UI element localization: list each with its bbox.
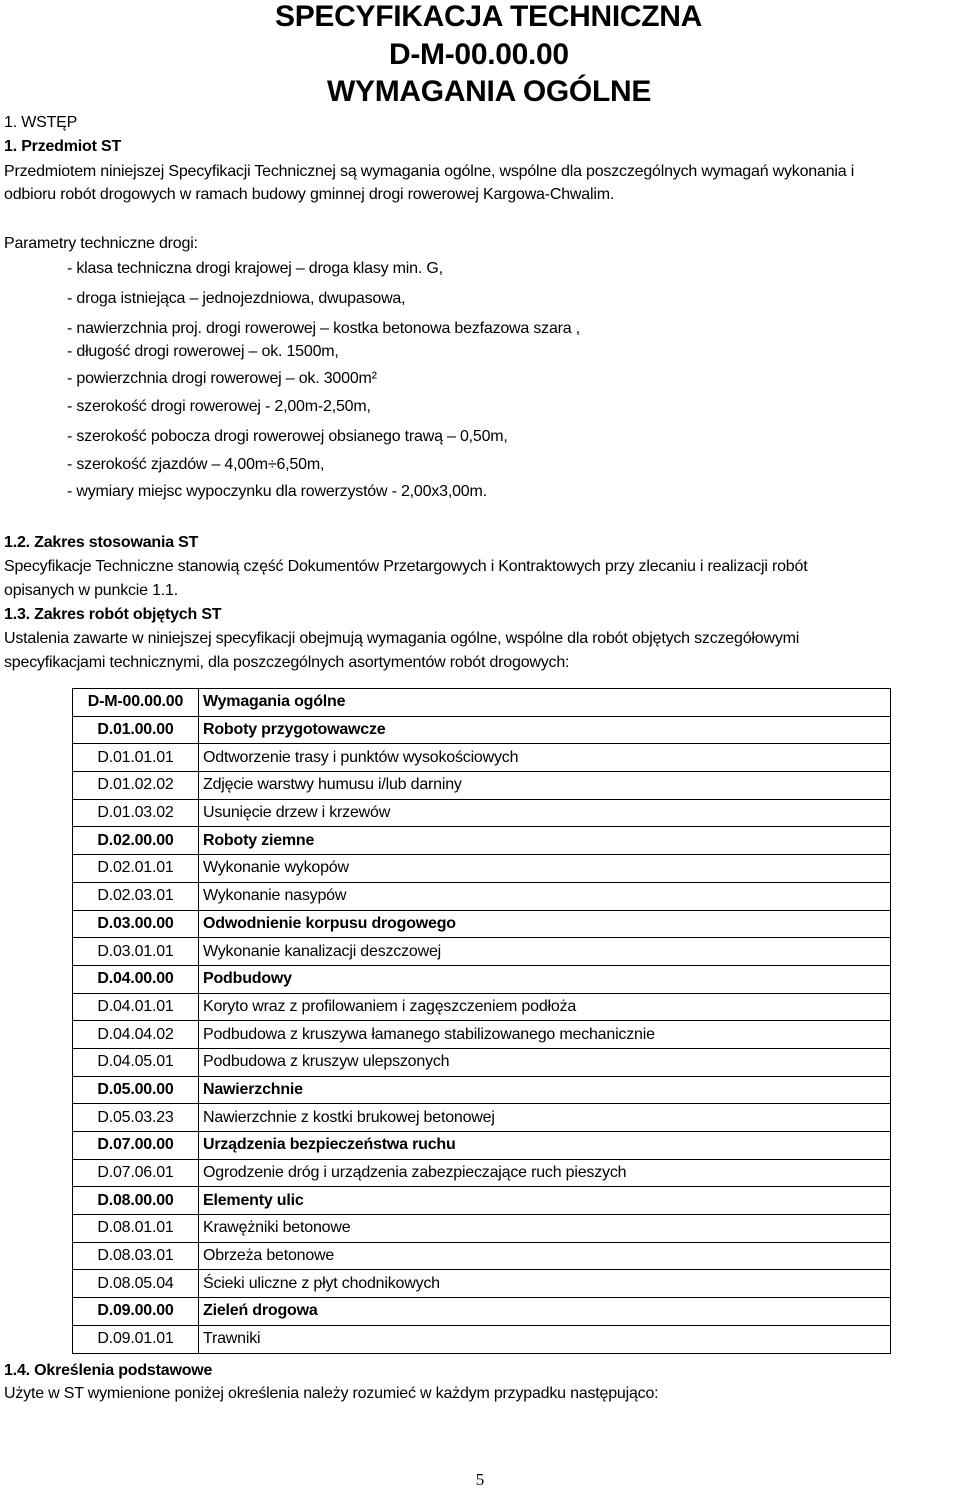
paragraph-line: specyfikacjami technicznymi, dla poszczególnych asortymentów robót drogowych: bbox=[4, 654, 570, 671]
spec-code-cell: D.07.00.00 bbox=[73, 1132, 199, 1160]
spec-code-cell: D.04.04.02 bbox=[73, 1021, 199, 1049]
table-row bbox=[73, 1325, 891, 1353]
spec-code-cell: D.02.01.01 bbox=[73, 855, 199, 883]
page-number: 5 bbox=[475, 1470, 485, 1489]
table-row bbox=[73, 1242, 891, 1270]
table-row bbox=[73, 799, 891, 827]
spec-code-cell: D.05.00.00 bbox=[73, 1076, 199, 1104]
spec-name-cell: Nawierzchnie z kostki brukowej betonowej bbox=[199, 1104, 891, 1132]
spec-code-cell: D.08.01.01 bbox=[73, 1215, 199, 1243]
spec-code-cell: D.09.00.00 bbox=[73, 1298, 199, 1326]
spec-name-cell: Zieleń drogowa bbox=[199, 1298, 891, 1326]
spec-code-cell: D.05.03.23 bbox=[73, 1104, 199, 1132]
param-item: - szerokość drogi rowerowej - 2,00m-2,50m, bbox=[67, 398, 371, 415]
paragraph-line: opisanych w punkcie 1.1. bbox=[4, 582, 178, 599]
spec-name-cell: Roboty ziemne bbox=[199, 827, 891, 855]
table-row bbox=[73, 910, 891, 938]
param-item: - droga istniejąca – jednojezdniowa, dwupasowa, bbox=[67, 290, 406, 307]
table-row bbox=[73, 689, 891, 717]
spec-code-cell: D.07.06.01 bbox=[73, 1159, 199, 1187]
spec-code: D-M-00.00.00 bbox=[389, 38, 569, 71]
section-heading-zakres-robot: 1.3. Zakres robót objętych ST bbox=[4, 606, 222, 623]
table-row bbox=[73, 1187, 891, 1215]
table-row bbox=[73, 716, 891, 744]
table-row bbox=[73, 1104, 891, 1132]
section-heading-przedmiot: 1. Przedmiot ST bbox=[4, 138, 122, 155]
spec-name-cell: Obrzeża betonowe bbox=[199, 1242, 891, 1270]
spec-name-cell: Nawierzchnie bbox=[199, 1076, 891, 1104]
spec-name-cell: Elementy ulic bbox=[199, 1187, 891, 1215]
spec-name-cell: Zdjęcie warstwy humusu i/lub darniny bbox=[199, 772, 891, 800]
spec-code-cell: D.03.01.01 bbox=[73, 938, 199, 966]
spec-name-cell: Wymagania ogólne bbox=[199, 689, 891, 717]
param-item: - szerokość pobocza drogi rowerowej obsianego trawą – 0,50m, bbox=[67, 428, 508, 445]
table-row bbox=[73, 1048, 891, 1076]
table-row bbox=[73, 1159, 891, 1187]
table-row bbox=[73, 882, 891, 910]
table-row bbox=[73, 744, 891, 772]
spec-code-cell: D.02.00.00 bbox=[73, 827, 199, 855]
spec-name-cell: Usunięcie drzew i krzewów bbox=[199, 799, 891, 827]
spec-code-cell: D.02.03.01 bbox=[73, 882, 199, 910]
spec-name-cell: Wykonanie nasypów bbox=[199, 882, 891, 910]
spec-name-cell: Koryto wraz z profilowaniem i zagęszczeniem podłoża bbox=[199, 993, 891, 1021]
spec-name-cell: Wykonanie kanalizacji deszczowej bbox=[199, 938, 891, 966]
param-item: - wymiary miejsc wypoczynku dla rowerzystów - 2,00x3,00m. bbox=[67, 483, 487, 500]
spec-code-cell: D.04.05.01 bbox=[73, 1048, 199, 1076]
param-item: - nawierzchnia proj. drogi rowerowej – kostka betonowa bezfazowa szara , bbox=[67, 320, 580, 337]
spec-code-cell: D.01.03.02 bbox=[73, 799, 199, 827]
param-item: - długość drogi rowerowej – ok. 1500m, bbox=[67, 343, 339, 360]
table-row bbox=[73, 1132, 891, 1160]
spec-name-cell: Krawężniki betonowe bbox=[199, 1215, 891, 1243]
table-row bbox=[73, 1076, 891, 1104]
spec-code-cell: D.04.00.00 bbox=[73, 965, 199, 993]
spec-code-cell: D.03.00.00 bbox=[73, 910, 199, 938]
param-item: - szerokość zjazdów – 4,00m÷6,50m, bbox=[67, 456, 325, 473]
spec-table bbox=[72, 688, 891, 1354]
section-heading-wstep: 1. WSTĘP bbox=[4, 114, 78, 131]
spec-title: SPECYFIKACJA TECHNICZNA bbox=[275, 0, 703, 33]
spec-code-cell: D-M-00.00.00 bbox=[73, 689, 199, 717]
paragraph-line: Specyfikacje Techniczne stanowią część Dokumentów Przetargowych i Kontraktowych przy zlecaniu i realizacji robót bbox=[4, 558, 808, 575]
spec-name-cell: Wykonanie wykopów bbox=[199, 855, 891, 883]
table-row bbox=[73, 1298, 891, 1326]
section-heading-okreslenia: 1.4. Określenia podstawowe bbox=[4, 1362, 213, 1379]
paragraph-line: Użyte w ST wymienione poniżej określenia należy rozumieć w każdym przypadku następująco: bbox=[4, 1385, 659, 1402]
paragraph-line: odbioru robót drogowych w ramach budowy gminnej drogi rowerowej Kargowa-Chwalim. bbox=[4, 186, 615, 203]
spec-name-cell: Podbudowa z kruszyw ulepszonych bbox=[199, 1048, 891, 1076]
spec-name-cell: Podbudowy bbox=[199, 965, 891, 993]
spec-name-cell: Podbudowa z kruszywa łamanego stabilizowanego mechanicznie bbox=[199, 1021, 891, 1049]
spec-name-cell: Ścieki uliczne z płyt chodnikowych bbox=[199, 1270, 891, 1298]
table-row bbox=[73, 1215, 891, 1243]
spec-name-cell: Roboty przygotowawcze bbox=[199, 716, 891, 744]
table-row bbox=[73, 855, 891, 883]
spec-code-cell: D.04.01.01 bbox=[73, 993, 199, 1021]
spec-code-cell: D.08.05.04 bbox=[73, 1270, 199, 1298]
params-heading: Parametry techniczne drogi: bbox=[4, 235, 198, 252]
spec-code-cell: D.09.01.01 bbox=[73, 1325, 199, 1353]
spec-subtitle: WYMAGANIA OGÓLNE bbox=[327, 75, 652, 108]
paragraph-line: Ustalenia zawarte w niniejszej specyfikacji obejmują wymagania ogólne, wspólne dla robót objętych szczegółowymi bbox=[4, 630, 800, 647]
table-row bbox=[73, 827, 891, 855]
table-row bbox=[73, 965, 891, 993]
spec-code-cell: D.08.00.00 bbox=[73, 1187, 199, 1215]
table-row bbox=[73, 772, 891, 800]
table-row bbox=[73, 1021, 891, 1049]
spec-name-cell: Odwodnienie korpusu drogowego bbox=[199, 910, 891, 938]
spec-name-cell: Odtworzenie trasy i punktów wysokościowych bbox=[199, 744, 891, 772]
param-item: - powierzchnia drogi rowerowej – ok. 3000m² bbox=[67, 370, 377, 387]
spec-code-cell: D.01.02.02 bbox=[73, 772, 199, 800]
paragraph-line: Przedmiotem niniejszej Specyfikacji Technicznej są wymagania ogólne, wspólne dla poszczególnych wymagań wykonania i bbox=[4, 163, 855, 180]
spec-name-cell: Trawniki bbox=[199, 1325, 891, 1353]
table-row bbox=[73, 938, 891, 966]
table-row bbox=[73, 993, 891, 1021]
spec-name-cell: Ogrodzenie dróg i urządzenia zabezpieczające ruch pieszych bbox=[199, 1159, 891, 1187]
spec-name-cell: Urządzenia bezpieczeństwa ruchu bbox=[199, 1132, 891, 1160]
spec-code-cell: D.08.03.01 bbox=[73, 1242, 199, 1270]
spec-code-cell: D.01.01.01 bbox=[73, 744, 199, 772]
spec-code-cell: D.01.00.00 bbox=[73, 716, 199, 744]
param-item: - klasa techniczna drogi krajowej – droga klasy min. G, bbox=[67, 260, 443, 277]
table-row bbox=[73, 1270, 891, 1298]
section-heading-zakres-stosowania: 1.2. Zakres stosowania ST bbox=[4, 534, 199, 551]
